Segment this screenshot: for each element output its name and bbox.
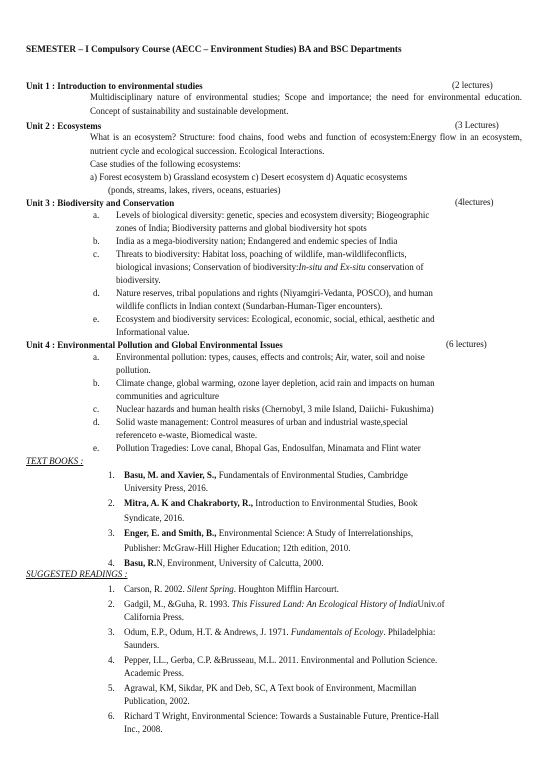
unit-3-item-b-line1: India as a mega-biodiversity nation; Endangered and endemic species of India bbox=[116, 236, 398, 246]
reading-3-title: Fundamentals of Ecology bbox=[290, 627, 384, 637]
unit-3-item-c-line1: Threats to biodiversity: Habitat loss, poaching of wildlife, man-wildlifeconflicts, bbox=[116, 249, 407, 259]
unit-3-item-e-marker: e. bbox=[93, 314, 100, 324]
reading-2-marker: 2. bbox=[108, 599, 115, 609]
unit-4-item-b-line1: Climate change, global warming, ozone layer depletion, acid rain and impacts on human bbox=[116, 378, 435, 388]
unit-4-item-a-marker: a. bbox=[93, 352, 100, 362]
reading-1-title: Silent Spring bbox=[187, 584, 234, 594]
unit-3-item-e-line2: Informational value. bbox=[116, 327, 190, 337]
textbooks-heading: TEXT BOOKS : bbox=[26, 456, 84, 466]
textbook-2-title: Introduction to Environmental Studies, Book bbox=[253, 498, 418, 508]
reading-3-marker: 3. bbox=[108, 627, 115, 637]
readings-heading: SUGGESTED READINGS : bbox=[26, 569, 128, 579]
reading-2-line1 bbox=[124, 598, 522, 612]
unit-2-lectures: (3 Lectures) bbox=[455, 120, 499, 130]
unit-3-item-b-marker: b. bbox=[93, 236, 100, 246]
unit-3-item-d-marker: d. bbox=[93, 288, 100, 298]
textbook-3-marker: 3. bbox=[108, 528, 115, 538]
unit-1-text: Multidisciplinary nature of environmental studies; Scope and importance; the need for environmental education. Concept of sustainability and sustainable development. bbox=[90, 92, 522, 116]
page-title: SEMESTER – I Compulsory Course (AECC – Environment Studies) BA and BSC Departments bbox=[26, 44, 402, 54]
textbook-1-line2: University Press, 2016. bbox=[124, 483, 208, 493]
unit-3-item-c-line2-text: biological invasions; Conservation of biodiversity: bbox=[116, 262, 299, 272]
reading-1-line1 bbox=[124, 583, 522, 597]
unit-4-heading: Unit 4 : Environmental Pollution and Global Environmental Issues bbox=[26, 340, 283, 350]
unit-2-case-studies: Case studies of the following ecosystems: bbox=[90, 159, 241, 169]
reading-3-line2: Saunders. bbox=[124, 640, 160, 650]
reading-1-post: . Houghton Mifflin Harcourt. bbox=[233, 584, 339, 594]
unit-4-item-e-marker: e. bbox=[93, 443, 100, 453]
reading-6-line1: Richard T Wright, Environmental Science: Towards a Sustainable Future, Prentice-Hall bbox=[124, 711, 440, 721]
unit-2-aquatic-list: (ponds, streams, lakes, rivers, oceans, estuaries) bbox=[108, 185, 281, 195]
unit-4-item-a-line2: pollution. bbox=[116, 365, 151, 375]
textbook-4-title: N, Environment, University of Calcutta, 2000. bbox=[156, 558, 324, 568]
reading-3-line1 bbox=[124, 626, 522, 640]
textbook-1-title: Fundamentals of Environmental Studies, Cambridge bbox=[216, 470, 408, 480]
unit-2-heading: Unit 2 : Ecosystems bbox=[26, 121, 102, 131]
unit-3-item-d-line1: Nature reserves, tribal populations and rights (Niyamgiri-Vedanta, POSCO), and human bbox=[116, 288, 433, 298]
unit-4-item-b-line2: communities and agriculture bbox=[116, 391, 219, 401]
textbook-3-author: Enger, E. and Smith, B., bbox=[124, 528, 217, 538]
textbook-1-author: Basu, M. and Xavier, S., bbox=[124, 470, 217, 480]
unit-3-item-c-marker: c. bbox=[93, 249, 100, 259]
unit-3-heading: Unit 3 : Biodiversity and Conservation bbox=[26, 198, 175, 208]
reading-4-marker: 4. bbox=[108, 655, 115, 665]
textbook-3-title: Environmental Science: A Study of Interrelationships, bbox=[216, 528, 414, 538]
textbook-2-marker: 2. bbox=[108, 498, 115, 508]
reading-5-line1: Agrawal, KM, Sikdar, PK and Deb, SC, A Text book of Environment, Macmillan bbox=[124, 683, 417, 693]
unit-4-item-c-marker: c. bbox=[93, 404, 100, 414]
unit-4-item-d-line2: referenceto e-waste, Biomedical waste. bbox=[116, 430, 258, 440]
textbook-4-author: Basu, R. bbox=[124, 558, 157, 568]
unit-4-item-e-line1: Pollution Tragedies: Love canal, Bhopal Gas, Endosulfan, Minamata and Flint water bbox=[116, 443, 421, 453]
textbook-2-line1 bbox=[124, 497, 522, 511]
textbook-2-author: Mitra, A. K and Chakraborty, R., bbox=[124, 498, 254, 508]
unit-1-heading: Unit 1 : Introduction to environmental studies bbox=[26, 81, 203, 91]
reading-2-line2: California Press. bbox=[124, 612, 184, 622]
unit-3-item-d-line2: wildlife conflicts in Indian context (Sundarban-Human-Tiger encounters). bbox=[116, 301, 383, 311]
unit-4-item-b-marker: b. bbox=[93, 378, 100, 388]
reading-5-line2: Publication, 2002. bbox=[124, 696, 190, 706]
unit-2-ecosystems-list: a) Forest ecosystem b) Grassland ecosystem c) Desert ecosystem d) Aquatic ecosystems bbox=[90, 172, 408, 182]
textbook-3-line2: Publisher: McGraw-Hill Higher Education; 12th edition, 2010. bbox=[124, 543, 351, 553]
reading-6-line2: Inc., 2008. bbox=[124, 724, 163, 734]
unit-3-item-c-after-italic: conservation of bbox=[365, 262, 424, 272]
textbook-4-line1 bbox=[124, 557, 522, 571]
reading-2-pre: Gadgil, M., &Guha, R. 1993. bbox=[124, 599, 232, 609]
textbook-2-line2: Syndicate, 2016. bbox=[124, 513, 185, 523]
unit-3-item-e-line1: Ecosystem and biodiversity services: Ecological, economic, social, ethical, aesthetic and bbox=[116, 314, 435, 324]
unit-4-item-d-line1: Solid waste management: Control measures of urban and industrial waste,special bbox=[116, 417, 408, 427]
unit-3-item-a-marker: a. bbox=[93, 210, 100, 220]
reading-4-line2: Academic Press. bbox=[124, 668, 184, 678]
reading-4-line1: Pepper, I.L., Gerba, C.P. &Brusseau, M.L. 2011. Environmental and Pollution Science. bbox=[124, 655, 438, 665]
textbook-1-marker: 1. bbox=[108, 470, 115, 480]
unit-3-item-c-italic: In-situ and Ex-situ bbox=[298, 262, 366, 272]
textbook-3-line1 bbox=[124, 527, 522, 541]
reading-6-marker: 6. bbox=[108, 711, 115, 721]
textbook-1-line1 bbox=[124, 469, 522, 483]
unit-3-item-c-line3: biodiversity. bbox=[116, 275, 161, 285]
reading-3-pre: Odum, E.P., Odum, H.T. & Andrews, J. 1971. bbox=[124, 627, 291, 637]
reading-1-pre: Carson, R. 2002. bbox=[124, 584, 187, 594]
reading-2-title: This Fissured Land: An Ecological History of India bbox=[231, 599, 418, 609]
reading-5-marker: 5. bbox=[108, 683, 115, 693]
unit-2-text: What is an ecosystem? Structure: food chains, food webs and function of ecosystem:Energy flow in an ecosystem, nutrient cycle and ecological succession. Ecological Interactions. bbox=[90, 132, 522, 156]
unit-3-item-a-line2: zones of India; Biodiversity patterns and global biodiversity hot spots bbox=[116, 223, 367, 233]
unit-4-lectures: (6 lectures) bbox=[446, 339, 487, 349]
unit-1-lectures: (2 lectures) bbox=[452, 80, 493, 90]
reading-3-post: . Philadelphia: bbox=[383, 627, 436, 637]
unit-3-lectures: (4lectures) bbox=[455, 197, 494, 207]
textbook-4-marker: 4. bbox=[108, 558, 115, 568]
unit-4-item-c-line1: Nuclear hazards and human health risks (Chernobyl, 3 mile Island, Daiichi- Fukushima) bbox=[116, 404, 434, 414]
unit-3-item-c-line2 bbox=[116, 261, 522, 275]
unit-3-item-a-line1: Levels of biological diversity: genetic, species and ecosystem diversity; Biogeographic bbox=[116, 210, 430, 220]
unit-4-item-a-line1: Environmental pollution: types, causes, effects and controls; Air, water, soil and noise bbox=[116, 352, 425, 362]
reading-2-post: Univ.of bbox=[417, 599, 445, 609]
unit-4-item-d-marker: d. bbox=[93, 417, 100, 427]
reading-1-marker: 1. bbox=[108, 584, 115, 594]
